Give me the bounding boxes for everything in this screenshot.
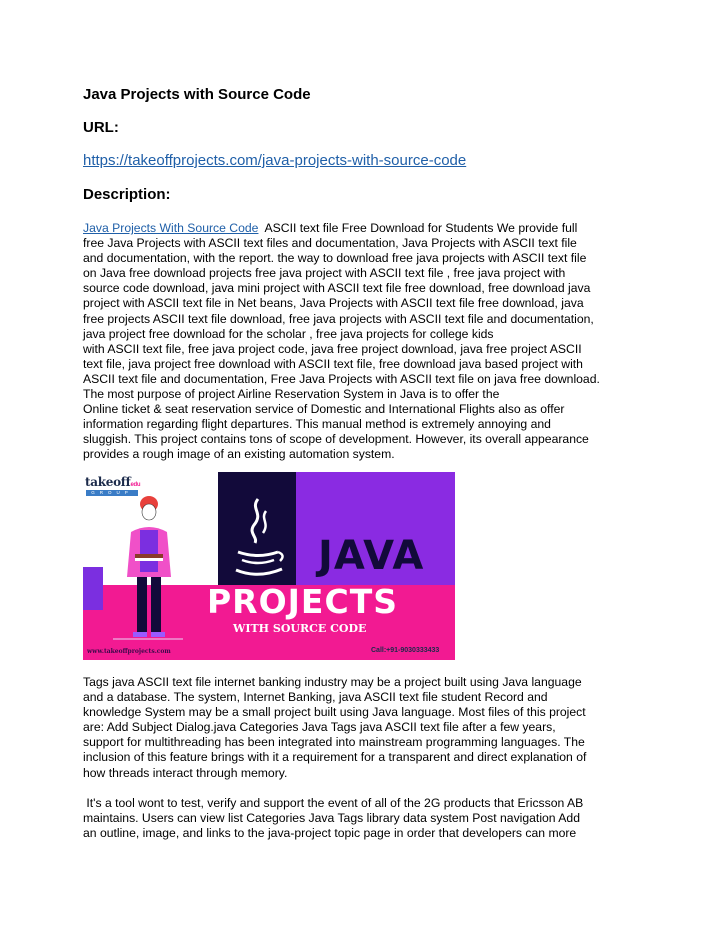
description-line: sluggish. This project contains tons of scope of development. However, its overall appearance	[83, 432, 589, 447]
description-line: java project free download for the scholar , free java projects for college kids	[83, 326, 494, 341]
java-projects-banner-image	[83, 472, 455, 660]
paragraph-line: how threads interact through memory.	[83, 765, 288, 780]
person-illustration-icon	[113, 492, 183, 642]
source-url-link[interactable]: https://takeoffprojects.com/java-projects-with-source-code	[83, 152, 467, 169]
paragraph-line: are: Add Subject Dialog.java Categories Java Tags java ASCII text file after a few years,	[83, 720, 556, 735]
description-line: project with ASCII text file in Net beans, Java Projects with ASCII text file free download, java	[83, 296, 584, 311]
paragraph-line: and a database. The system, Internet Banking, java ASCII text file student Record and	[83, 690, 548, 705]
url-heading: URL:	[83, 119, 119, 136]
paragraph-line: Tags java ASCII text file internet banking industry may be a project built using Java language	[83, 675, 582, 689]
ericsson-paragraph	[83, 796, 643, 841]
description-line: and documentation, with the report. the way to download free java projects with ASCII text file	[83, 251, 587, 266]
java-cup-icon	[228, 497, 288, 582]
paragraph-line: It's a tool wont to test, verify and support the event of all of the 2G products that Ericsson AB	[83, 796, 584, 810]
description-line: information regarding flight departures. This manual method is extremely annoying and	[83, 417, 551, 432]
banner-call-number: Call:+91-9030333433	[371, 647, 440, 654]
logo-group-label: GROUP	[86, 490, 138, 496]
paragraph-line: an outline, image, and links to the java-project topic page in order that developers can more	[83, 826, 577, 841]
description-heading: Description:	[83, 186, 171, 203]
description-line: provides a rough image of an existing automation system.	[83, 447, 395, 462]
paragraph-line: support for multithreading has been integrated into mainstream programming languages. The	[83, 735, 585, 750]
description-line: free Java Projects with ASCII text files and documentation, Java Projects with ASCII text file	[83, 236, 577, 251]
description-line: on Java free download projects free java project with ASCII text file , free java project with	[83, 266, 566, 281]
description-line: text file, java project free download with ASCII text file, free download java based project with	[83, 356, 583, 371]
description-paragraph	[83, 221, 643, 463]
description-line: with ASCII text file, free java project code, java free project download, java free project ASCII	[83, 341, 582, 356]
banner-projects-text: PROJECTS	[207, 582, 398, 621]
description-line: Online ticket & seat reservation service of Domestic and International Flights also as offer	[83, 402, 565, 417]
document-title: Java Projects with Source Code	[83, 86, 311, 103]
paragraph-line: knowledge System may be a small project built using Java language. Most files of this project	[83, 705, 586, 720]
paragraph-line: maintains. Users can view list Categories Java Tags library data system Post navigation Add	[83, 811, 580, 826]
description-line: ASCII text file and documentation, Free Java Projects with ASCII text file on java free download.	[83, 371, 600, 386]
description-line: The most purpose of project Airline Reservation System in Java is to offer the	[83, 387, 500, 402]
banner-subtitle: WITH SOURCE CODE	[233, 622, 367, 635]
description-line: free projects ASCII text file download, free java projects with ASCII text file and documentation,	[83, 311, 594, 326]
takeoff-logo: takeoffedu	[85, 475, 141, 489]
description-link[interactable]: Java Projects With Source Code	[83, 221, 259, 235]
description-line: source code download, java mini project with ASCII text file free download, free download java	[83, 281, 591, 296]
description-line: Java Projects With Source Code ASCII text file Free Download for Students We provide full	[83, 221, 578, 235]
banner-purple-bar	[83, 567, 103, 610]
paragraph-line: inclusion of this feature brings with it a requirement for a transparent and direct explanation of	[83, 750, 587, 765]
banner-java-text: JAVA	[318, 533, 425, 579]
banner-website: www.takeoffprojects.com	[87, 648, 171, 655]
banking-paragraph	[83, 675, 643, 781]
